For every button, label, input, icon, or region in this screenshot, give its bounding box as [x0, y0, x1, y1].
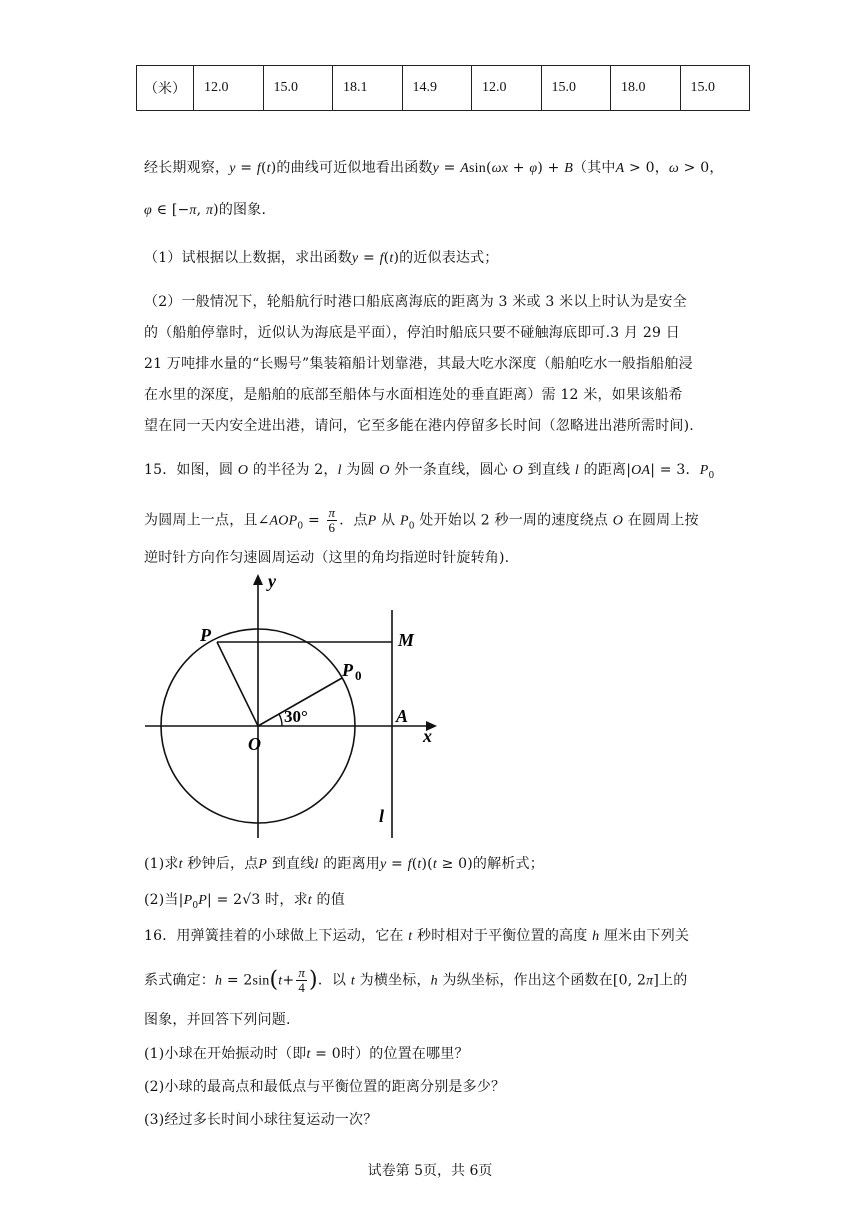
q16-line3: 图象，并回答下列问题.: [144, 1012, 291, 1028]
q15-part1: (1)求t 秒钟后，点P 到直线l 的距离用y = f(t)(t ≥ 0)的解析式；: [144, 856, 544, 872]
circle-figure: [140, 574, 445, 840]
q14-part2-line4: 在水里的深度，是船舶的底部至船体与水面相连处的垂直距离）需 12 米，如果该船希: [144, 387, 683, 403]
q16-part2: (2)小球的最高点和最低点与平衡位置的距离分别是多少？: [144, 1079, 506, 1095]
table-cell: 18.0: [611, 66, 681, 111]
label-a: A: [396, 706, 409, 726]
page-footer: 试卷第 5页，共 6页: [367, 1163, 493, 1179]
table-cell: 14.9: [402, 66, 472, 111]
table-row-label: （米）: [137, 66, 194, 111]
label-x: x: [423, 726, 432, 746]
q14-observation-line: 经长期观察，y = f(t)的曲线可近似地看出函数y = Asin(ωx + φ) + B（其中A > 0，ω > 0，: [144, 160, 724, 176]
q14-part2-line5: 望在同一天内安全进出港，请问，它至多能在港内停留多长时间（忽略进出港所需时间).: [144, 418, 694, 434]
table-row: [137, 66, 750, 111]
angle-arc: [279, 714, 282, 726]
table-cell: 15.0: [680, 66, 750, 111]
q14-part2-line3: 21 万吨排水量的“长赐号”集装箱船计划靠港，其最大吃水深度（船舶吃水一般指船舶浸: [144, 356, 693, 372]
table-cell: 12.0: [194, 66, 264, 111]
y-axis-arrow: [253, 574, 263, 585]
label-p0: P: [342, 660, 353, 680]
table-cell: 12.0: [472, 66, 542, 111]
q15-part2: (2)当$|P_0P| = 2√3$ 时，求t 的值: [144, 892, 345, 911]
label-p: P: [200, 625, 211, 645]
label-angle: 30°: [284, 707, 308, 726]
q14-observation-line-2: φ ∈ [−π, π)的图象.: [144, 202, 267, 218]
q15-line1: 15．如图，圆 O 的半径为 2，l 为圆 O 外一条直线，圆心 O 到直线 l 的距离|OA| = 3．$P_0$: [144, 462, 715, 481]
q15-line2: 为圆周上一点，且$\angle AOP_0$ = $\frac{\pi}{6}$ ．点P 从 $P_0$ 处开始以 2 秒一周的速度绕点 O 在圆周上按: [144, 505, 699, 535]
label-y: y: [268, 574, 276, 591]
q16-part3: (3)经过多长时间小球往复运动一次？: [144, 1112, 378, 1128]
table-cell: 15.0: [541, 66, 611, 111]
q15-line3: 逆时针方向作匀速圆周运动（这里的角均指逆时针旋转角).: [144, 550, 510, 566]
label-l: l: [379, 806, 385, 826]
label-p0-sub: 0: [355, 668, 362, 683]
q16-part1: (1)小球在开始振动时（即t = 0时）的位置在哪里？: [144, 1046, 469, 1062]
label-o: O: [248, 734, 261, 754]
q14-part2-line1: （2）一般情况下，轮船航行时港口船底离海底的距离为 3 米或 3 米以上时认为是安全: [144, 294, 687, 310]
segment-op: [217, 642, 258, 726]
q14-part2-line2: 的（船舶停靠时，近似认为海底是平面），停泊时船底只要不碰触海底即可.3 月 29 日: [144, 325, 680, 341]
q16-line1: 16．用弹簧挂着的小球做上下运动，它在 t 秒时相对于平衡位置的高度 h 厘米由下列关: [144, 928, 690, 944]
label-m: M: [398, 630, 415, 650]
tide-data-table: [136, 65, 750, 111]
table-cell: 18.1: [333, 66, 403, 111]
q16-line2: 系式确定：h = 2sin(t+ $\frac{\pi}{4}$ )．以 t 为横坐标，h 为纵坐标，作出这个函数在[0, 2π]上的: [144, 965, 688, 995]
q14-part1: （1）试根据以上数据，求出函数y = f(t)的近似表达式；: [144, 250, 499, 266]
table-cell: 15.0: [263, 66, 333, 111]
